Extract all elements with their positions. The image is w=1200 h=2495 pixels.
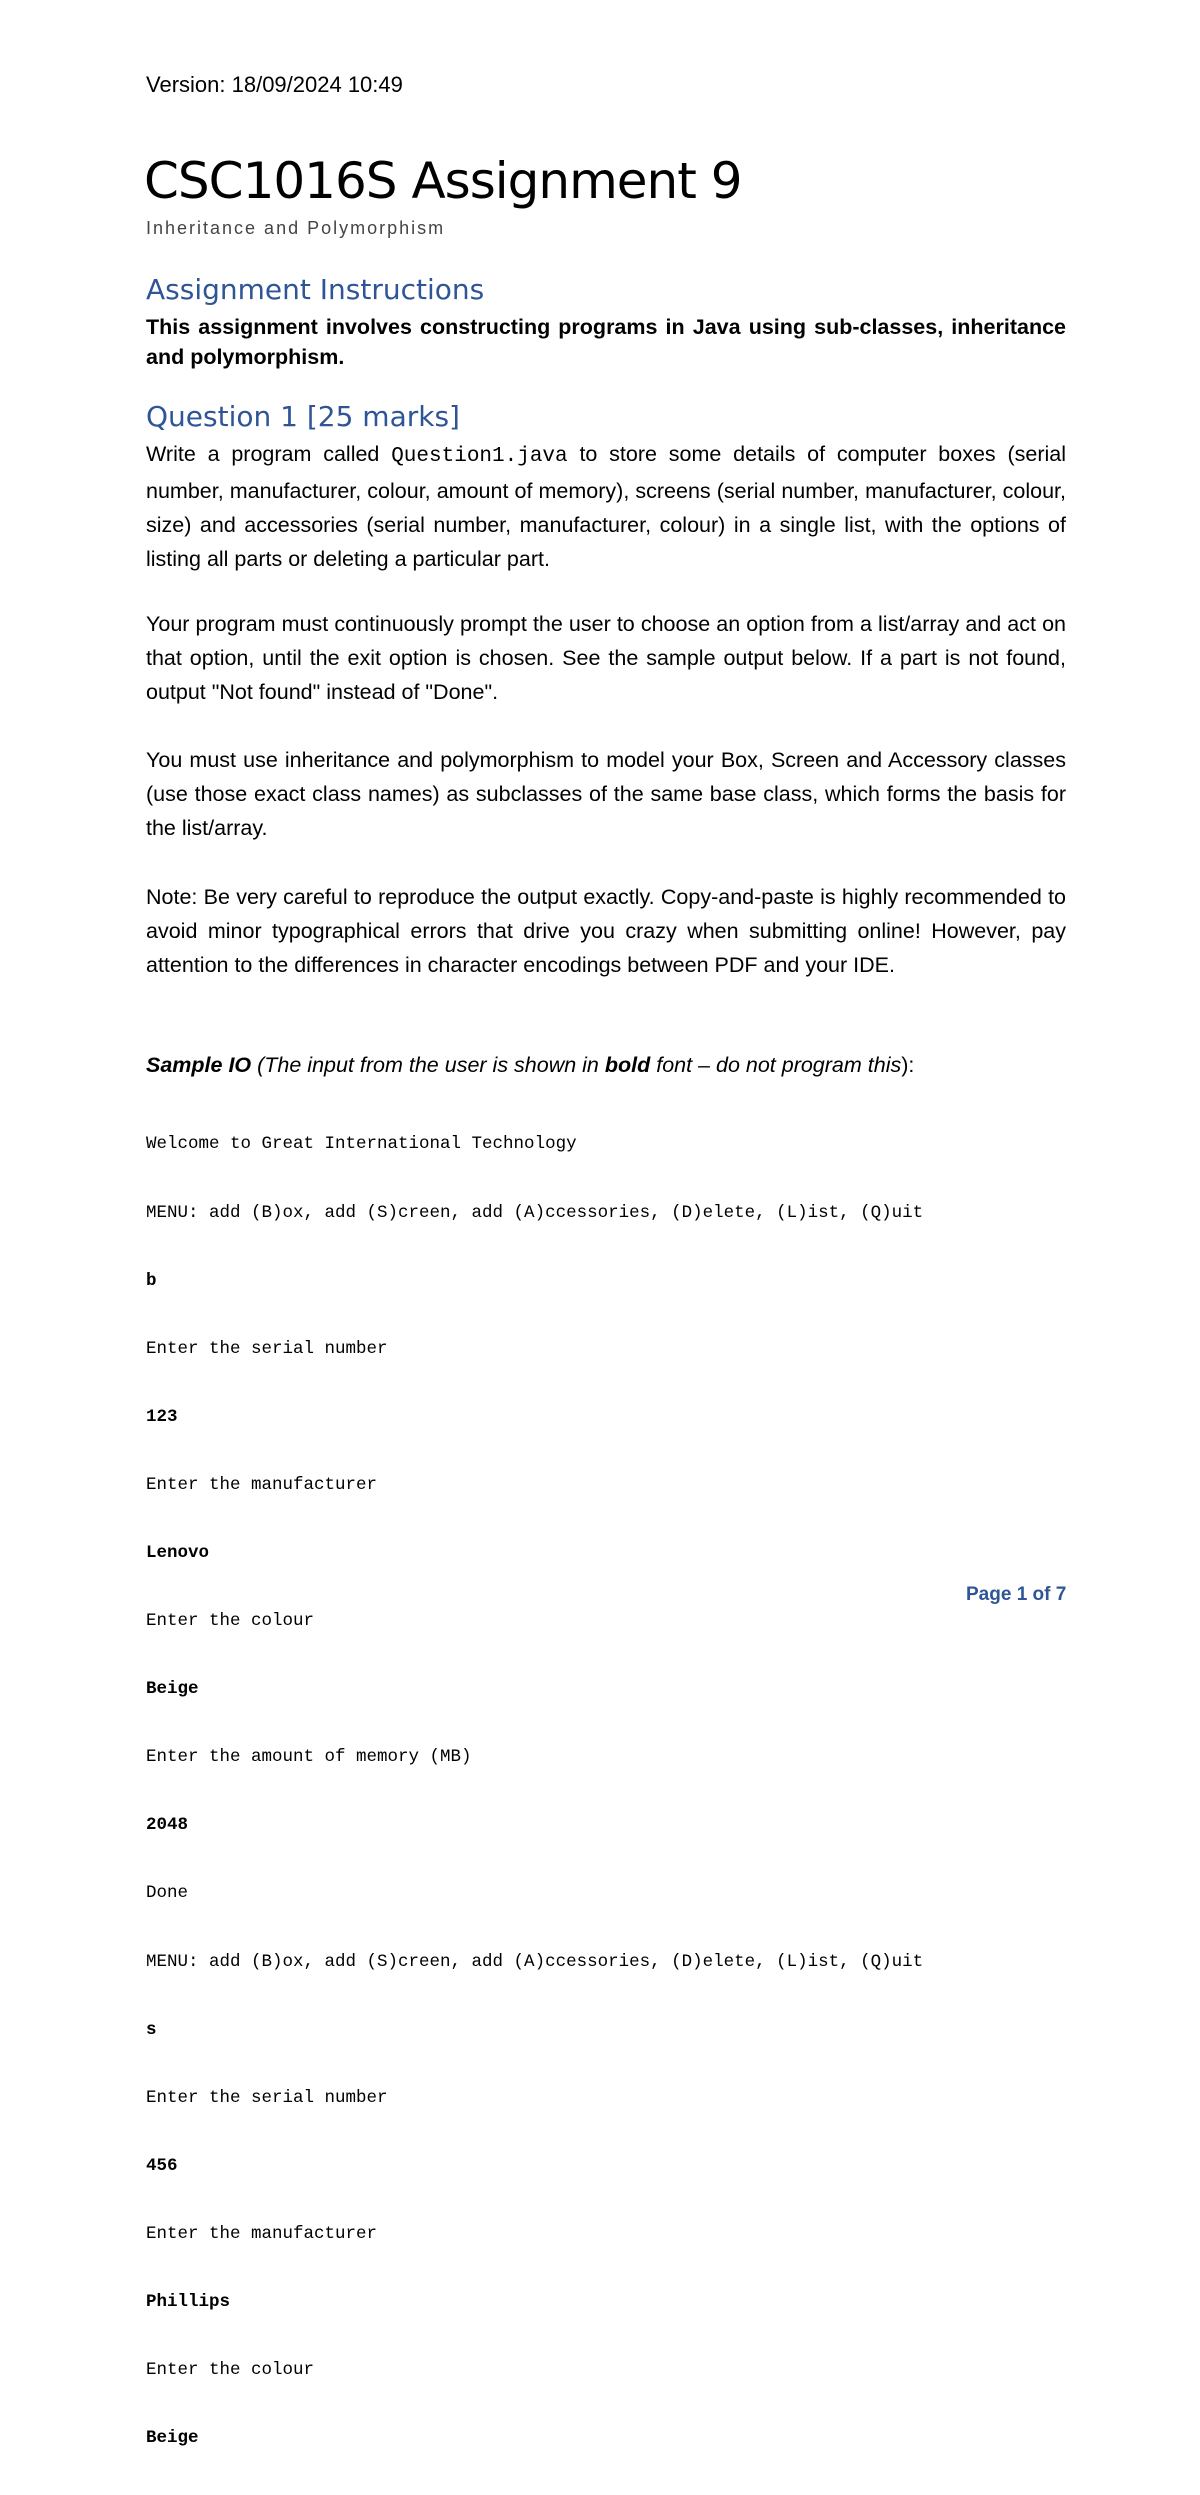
- io-user-input: s: [146, 2019, 157, 2040]
- question1-paragraph-1: [146, 437, 1066, 576]
- sample-io-block: [146, 1088, 923, 2495]
- version-header: Version: 18/09/2024 10:49: [146, 72, 403, 97]
- sample-io-intro-a: (The input from the user is shown in: [251, 1053, 605, 1077]
- io-line: MENU: add (B)ox, add (S)creen, add (A)ccessories, (D)elete, (L)ist, (Q)uit: [146, 1202, 924, 1223]
- instructions-text: This assignment involves constructing programs in Java using sub-classes, inheritance and polymorphism.: [146, 315, 1066, 369]
- io-user-input: Beige: [146, 1679, 199, 1700]
- sample-io-bold-word: bold: [604, 1053, 651, 1077]
- io-line: Enter the colour: [146, 2360, 315, 2381]
- io-line: Enter the colour: [146, 1611, 315, 1632]
- sample-io-intro-c: ):: [901, 1053, 915, 1077]
- io-user-input: Beige: [146, 2428, 199, 2449]
- q1-text-pre: Write a program called: [146, 442, 392, 466]
- io-user-input: Phillips: [146, 2292, 231, 2312]
- sample-io-label: Sample IO: [146, 1053, 252, 1077]
- io-line: Welcome to Great International Technology: [146, 1134, 577, 1155]
- question1-paragraph-3: You must use inheritance and polymorphism to model your Box, Screen and Accessory classes (use those exact class names) as subclasses of the same base class, which forms the basis for the list/array.: [146, 748, 1066, 840]
- io-line: MENU: add (B)ox, add (S)creen, add (A)ccessories, (D)elete, (L)ist, (Q)uit: [146, 1951, 924, 1972]
- sample-io-intro: [146, 1053, 914, 1078]
- sample-io-intro-b: font – do not program this: [650, 1053, 902, 1077]
- io-user-input: 2048: [146, 1815, 189, 1836]
- q1-filename-code: Question1.java: [391, 445, 568, 468]
- io-line: Enter the serial number: [146, 1338, 388, 1359]
- document-subtitle: Inheritance and Polymorphism: [146, 218, 446, 238]
- io-line: Enter the manufacturer: [146, 2223, 378, 2244]
- document-title: CSC1016S Assignment 9: [144, 152, 742, 210]
- question1-heading: Question 1 [25 marks]: [146, 400, 460, 433]
- page-number: Page 1 of 7: [966, 1584, 1067, 1605]
- io-line: Enter the manufacturer: [146, 1474, 378, 1495]
- io-user-input: 456: [146, 2155, 178, 2176]
- instructions-heading: Assignment Instructions: [146, 273, 485, 306]
- io-user-input: b: [146, 1270, 157, 1291]
- io-line: Enter the serial number: [146, 2087, 388, 2108]
- question1-paragraph-2: Your program must continuously prompt the user to choose an option from a list/array and act on that option, until the exit option is chosen. See the sample output below. If a part is not found, output "Not found" instead of "Done".: [146, 612, 1066, 704]
- question1-note: Note: Be very careful to reproduce the output exactly. Copy-and-paste is highly recommended to avoid minor typographical errors that drive you crazy when submitting online! However, pay attention to the differences in character encodings between PDF and your IDE.: [146, 885, 1066, 977]
- io-line: Enter the amount of memory (MB): [146, 1747, 472, 1768]
- io-line: Done: [146, 1883, 189, 1904]
- io-user-input: Lenovo: [146, 1542, 210, 1563]
- io-user-input: 123: [146, 1406, 178, 1427]
- q1-text-post: to store some details of computer boxes (serial number, manufacturer, colour, amount of memory), screens (serial number, manufacturer, colour, size) and accessories (serial number, manufacturer, colour) in a single list, with the options of listing all parts or deleting a particular part.: [146, 442, 1067, 571]
